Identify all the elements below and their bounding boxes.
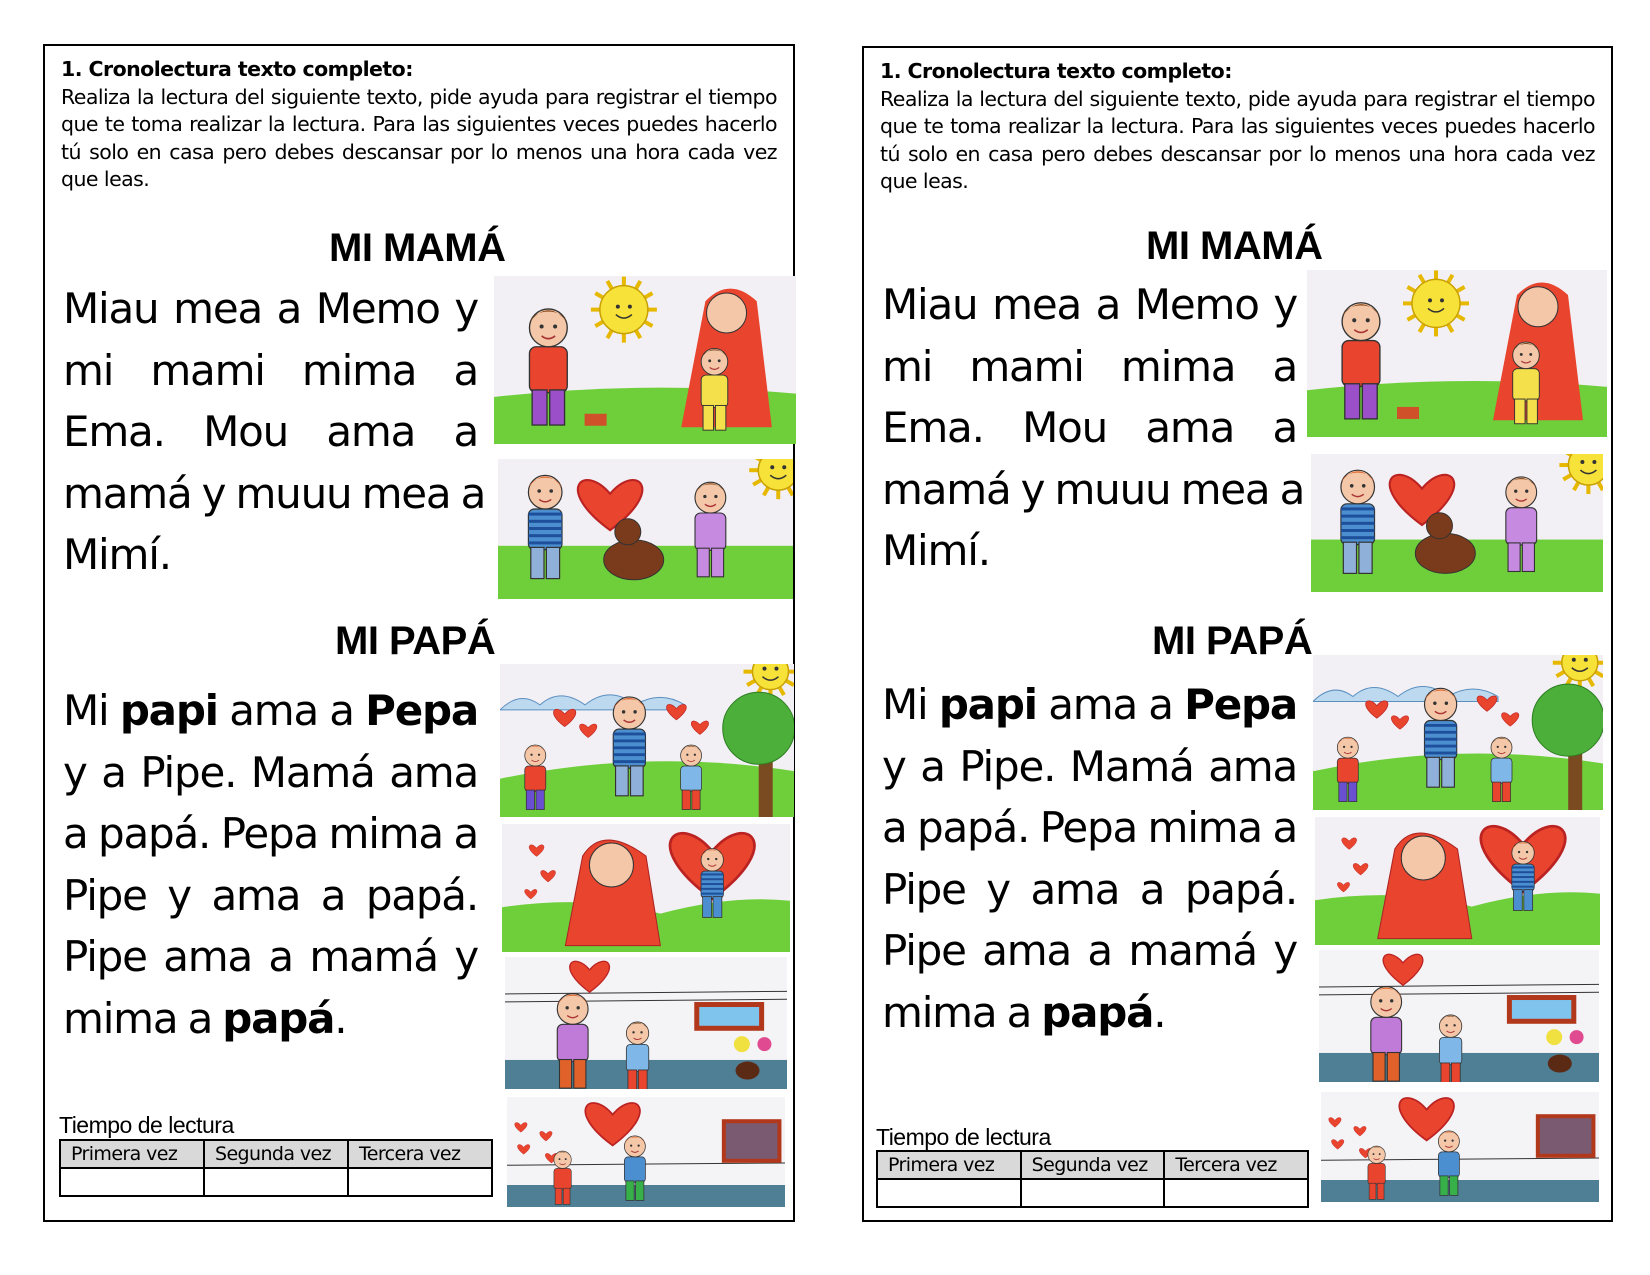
illustration-dad-kids-tree bbox=[500, 664, 794, 817]
illustration-mom-boy-house bbox=[1319, 950, 1599, 1082]
instructions bbox=[61, 56, 777, 194]
story-text-mama bbox=[882, 274, 1305, 582]
worksheet-right bbox=[862, 46, 1613, 1222]
illustration-dad-boy-house bbox=[1321, 1092, 1599, 1202]
story-line: mima a papá. bbox=[882, 987, 1166, 1037]
story-line: Miau mea a Memo y bbox=[882, 280, 1297, 329]
illustration-boy-cow-girl bbox=[498, 459, 793, 599]
time-cell-segunda[interactable] bbox=[204, 1168, 348, 1196]
illustration-girl-heart bbox=[1315, 817, 1600, 945]
story-line: mamá y muuu mea a bbox=[63, 468, 486, 518]
column-primera-vez: Primera vez bbox=[60, 1140, 204, 1168]
column-primera-vez: Primera vez bbox=[877, 1151, 1021, 1179]
reading-time-label: Tiempo de lectura bbox=[876, 1124, 1051, 1150]
story-line: Pipe ama a mamá y bbox=[882, 926, 1297, 975]
story-line: Mimí. bbox=[882, 526, 990, 575]
story-title-papa: MI PAPÁ bbox=[1152, 619, 1313, 663]
illustration-dad-kids-tree bbox=[1313, 655, 1603, 810]
time-cell-tercera[interactable] bbox=[348, 1168, 492, 1196]
time-cell-segunda[interactable] bbox=[1021, 1179, 1165, 1207]
instructions-body: Realiza la lectura del siguiente texto, pide ayuda para registrar el tiempo que te toma realizar la lectura. Para las siguientes veces puedes hacerlo tú solo en casa pero debes descansar por lo menos una hora cada vez que leas. bbox=[880, 86, 1595, 193]
story-line: a papá. Pepa mima a bbox=[63, 809, 478, 858]
column-tercera-vez: Tercera vez bbox=[348, 1140, 492, 1168]
time-cell-primera[interactable] bbox=[877, 1179, 1021, 1207]
illustration-girl-heart bbox=[502, 824, 790, 952]
time-cell-tercera[interactable] bbox=[1164, 1179, 1308, 1207]
story-line: mamá y muuu mea a bbox=[882, 464, 1305, 514]
story-text-papa bbox=[882, 674, 1297, 1043]
story-line: mima a papá. bbox=[63, 993, 347, 1043]
story-line: mi mami mima a bbox=[63, 345, 478, 395]
story-line: y a Pipe. Mamá ama bbox=[63, 747, 478, 797]
illustration-boy-cow-girl bbox=[1311, 454, 1603, 592]
story-line: Miau mea a Memo y bbox=[63, 284, 478, 333]
column-segunda-vez: Segunda vez bbox=[204, 1140, 348, 1168]
instructions bbox=[880, 58, 1595, 196]
story-text-mama bbox=[63, 278, 486, 586]
story-line: Ema. Mou ama a bbox=[882, 403, 1297, 452]
story-text-papa bbox=[63, 680, 478, 1049]
illustration-dad-boy-house bbox=[507, 1097, 785, 1207]
illustration-family-park bbox=[494, 276, 796, 444]
column-segunda-vez: Segunda vez bbox=[1021, 1151, 1165, 1179]
instructions-body: Realiza la lectura del siguiente texto, pide ayuda para registrar el tiempo que te toma realizar la lectura. Para las siguientes veces puedes hacerlo tú solo en casa pero debes descansar por lo menos una hora cada vez que leas. bbox=[61, 84, 777, 191]
story-line: Ema. Mou ama a bbox=[63, 407, 478, 456]
reading-time-label: Tiempo de lectura bbox=[59, 1112, 234, 1138]
story-title-papa: MI PAPÁ bbox=[335, 619, 496, 663]
time-cell-primera[interactable] bbox=[60, 1168, 204, 1196]
story-line: mi mami mima a bbox=[882, 341, 1297, 391]
story-line: Pipe y ama a papá. bbox=[882, 864, 1297, 914]
reading-time-table bbox=[876, 1150, 1309, 1208]
instructions-title: 1. Cronolectura texto completo: bbox=[61, 57, 413, 81]
story-title-mama: MI MAMÁ bbox=[1146, 224, 1323, 268]
column-tercera-vez: Tercera vez bbox=[1164, 1151, 1308, 1179]
story-line: a papá. Pepa mima a bbox=[882, 803, 1297, 852]
story-line: Pipe ama a mamá y bbox=[63, 932, 478, 981]
story-line: Mimí. bbox=[63, 530, 171, 579]
instructions-title: 1. Cronolectura texto completo: bbox=[880, 59, 1232, 83]
illustration-mom-boy-house bbox=[505, 957, 787, 1089]
illustration-family-park bbox=[1307, 270, 1607, 437]
story-line: Pipe y ama a papá. bbox=[63, 870, 478, 920]
story-line: y a Pipe. Mamá ama bbox=[882, 741, 1297, 791]
story-title-mama: MI MAMÁ bbox=[329, 226, 506, 270]
story-line: Mi papi ama a Pepa bbox=[882, 680, 1297, 729]
reading-time-table bbox=[59, 1139, 493, 1197]
story-line: Mi papi ama a Pepa bbox=[63, 686, 478, 735]
worksheet-left bbox=[43, 44, 795, 1222]
